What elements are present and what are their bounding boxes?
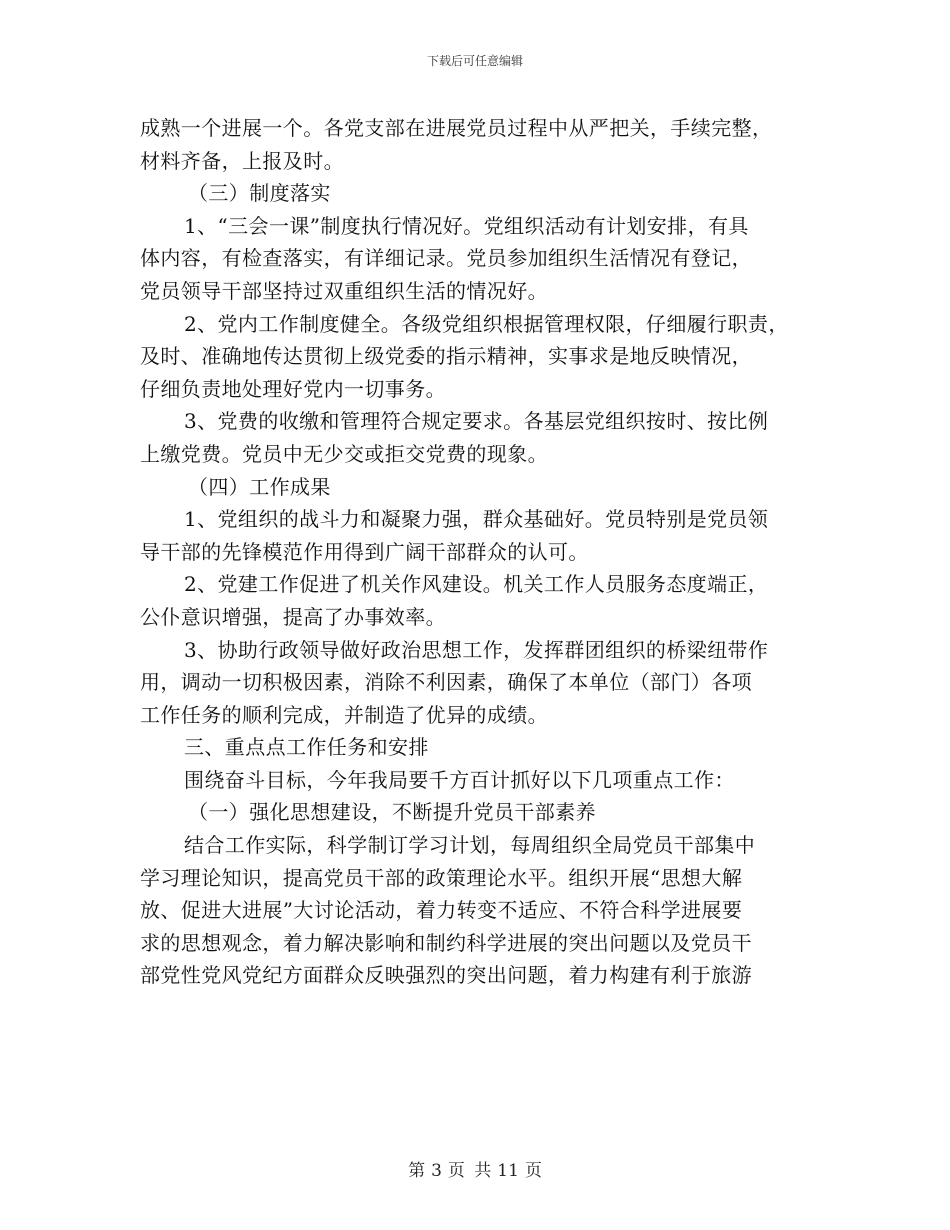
text-line: 1、“三会一课”制度执行情况好。党组织活动有计划安排，有具	[184, 213, 749, 238]
text-line: 导干部的先锋模范作用得到广阔干部群众的认可。	[140, 539, 589, 564]
text-line: 结合工作实际，科学制订学习计划，每周组织全局党员干部集中	[184, 833, 756, 858]
footer-suffix: 页	[524, 1161, 542, 1181]
page-header: 下载后可任意编辑	[426, 54, 523, 68]
text-line: 用，调动一切积极因素，消除不利因素，确保了本单位（部门）各项	[140, 670, 752, 695]
text-line: 求的思想观念，着力解决影响和制约科学进展的突出问题以及党员干	[140, 930, 752, 955]
text-line: 成熟一个进展一个。各党支部在进展党员过程中从严把关，手续完整，	[140, 116, 773, 140]
text-line: 1、党组织的战斗力和凝聚力强，群众基础好。党员特别是党员领	[184, 507, 769, 532]
text-line: 2、党建工作促进了机关作风建设。机关工作人员服务态度端正，	[184, 572, 769, 597]
document-body	[140, 112, 820, 992]
footer-total-pages: 11	[497, 1161, 519, 1181]
text-line: 上缴党费。党员中无少交或拒交党费的现象。	[140, 441, 548, 466]
text-line: 2、党内工作制度健全。各级党组织根据管理权限，仔细履行职责，	[184, 311, 789, 336]
text-line: 三、重点点工作任务和安排	[184, 735, 429, 760]
text-line: 公仆意识增强，提高了办事效率。	[140, 604, 446, 629]
footer-middle: 页 共	[447, 1161, 492, 1181]
text-line: （四）工作成果	[188, 474, 331, 499]
page-footer	[0, 1156, 950, 1181]
text-line: （三）制度落实	[188, 181, 331, 206]
text-line: 3、协助行政领导做好政治思想工作，发挥群团组织的桥梁纽带作	[184, 637, 769, 662]
footer-prefix: 第	[408, 1161, 426, 1181]
text-line: （一）强化思想建设，不断提升党员干部素养	[188, 800, 596, 825]
text-line: 仔细负责地处理好党内一切事务。	[140, 376, 446, 401]
text-line: 放、促进大进展”大讨论活动，着力转变不适应、不符合科学进展要	[140, 898, 743, 923]
text-line: 党员领导干部坚持过双重组织生活的情况好。	[140, 278, 548, 303]
text-line: 工作任务的顺利完成，并制造了优异的成绩。	[140, 702, 548, 727]
footer-page-number: 3	[431, 1161, 442, 1181]
text-line: 学习理论知识，提高党员干部的政策理论水平。组织开展“思想大解	[140, 865, 743, 890]
text-line: 及时、准确地传达贯彻上级党委的指示精神，实事求是地反映情况，	[140, 344, 752, 369]
text-line: 部党性党风党纪方面群众反映强烈的突出问题，着力构建有利于旅游	[140, 963, 752, 988]
text-line: 材料齐备，上报及时。	[140, 148, 344, 173]
text-line: 3、党费的收缴和管理符合规定要求。各基层党组织按时、按比例	[184, 409, 769, 434]
text-line: 围绕奋斗目标，今年我局要千方百计抓好以下几项重点工作：	[184, 767, 735, 792]
text-line: 体内容，有检查落实，有详细记录。党员参加组织生活情况有登记，	[140, 246, 752, 271]
